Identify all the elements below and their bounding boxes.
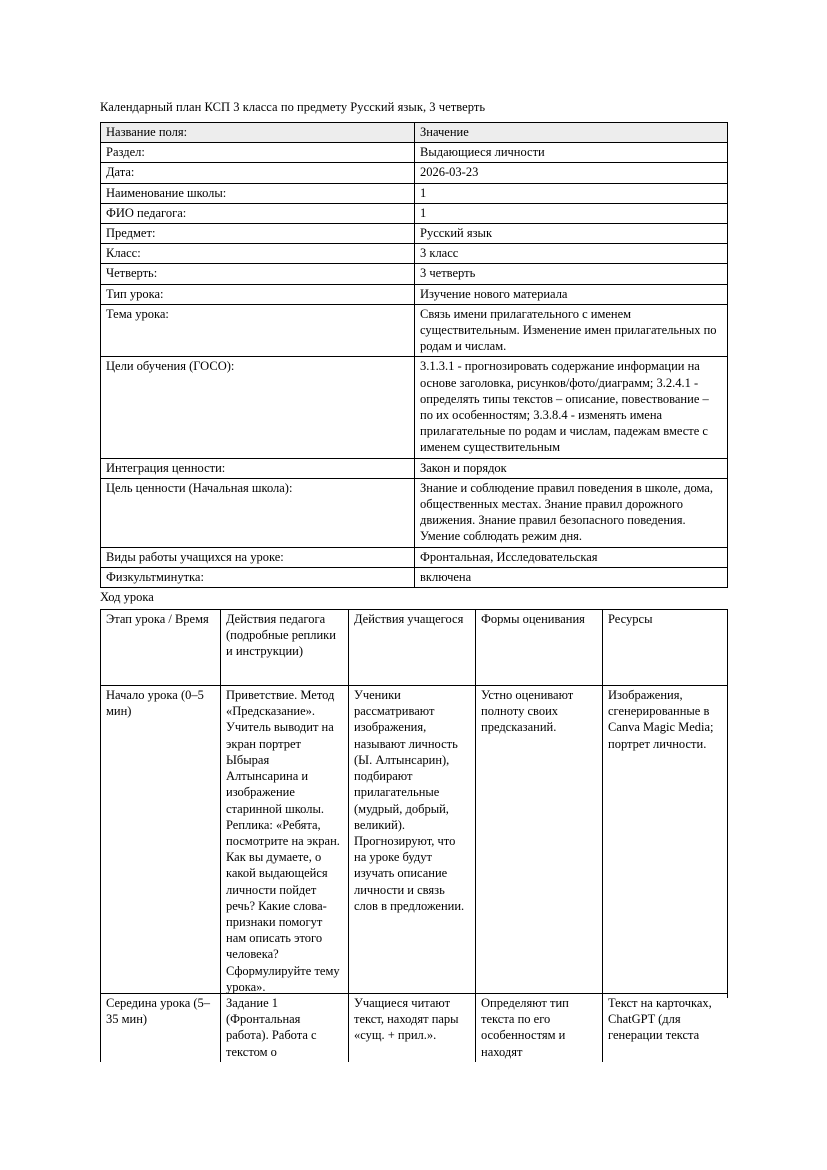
table-row <box>101 183 728 203</box>
table-row <box>101 304 728 357</box>
header-cell-field: Название поля: <box>101 123 415 143</box>
header-cell-resources: Ресурсы <box>603 610 728 686</box>
flow-teacher-actions: Задание 1 (Фронтальная работа). Работа с текстом о <box>221 994 349 1062</box>
table-row <box>101 224 728 244</box>
meta-field-label: Цели обучения (ГОСО): <box>101 357 415 458</box>
header-cell-stage: Этап урока / Время <box>101 610 221 686</box>
meta-field-value: 3.1.3.1 - прогнозировать содержание информации на основе заголовка, рисунков/фото/диаграмм; 3.2.4.1 - определять типы текстов – описание, повествование – по их особенностям; 3.3.8.4 - изменять имена прилагательные по родам и числам, падежам вместе с именем существительным <box>415 357 728 458</box>
table-row <box>101 994 728 1062</box>
table-row <box>101 264 728 284</box>
table-row <box>101 547 728 567</box>
table-header-row <box>101 610 728 686</box>
flow-student-actions: Учащиеся читают текст, находят пары «сущ. + прил.». <box>349 994 476 1062</box>
meta-field-label: Четверть: <box>101 264 415 284</box>
header-cell-student-actions: Действия учащегося <box>349 610 476 686</box>
page-title: Календарный план КСП 3 класса по предмету Русский язык, 3 четверть <box>100 100 486 114</box>
flow-assessment: Определяют тип текста по его особенностям и находят <box>476 994 603 1062</box>
table-row <box>101 686 728 998</box>
page-bottom-clipped-row <box>100 993 727 1070</box>
flow-stage: Начало урока (0–5 мин) <box>101 686 221 998</box>
table-header-row <box>101 123 728 143</box>
meta-field-value: Русский язык <box>415 224 728 244</box>
flow-assessment: Устно оценивают полноту своих предсказаний. <box>476 686 603 998</box>
flow-resources: Текст на карточках, ChatGPT (для генерации текста <box>603 994 728 1062</box>
meta-field-label: Цель ценности (Начальная школа): <box>101 478 415 547</box>
header-cell-value: Значение <box>415 123 728 143</box>
meta-field-label: Тема урока: <box>101 304 415 357</box>
meta-field-label: Предмет: <box>101 224 415 244</box>
meta-field-value: Закон и порядок <box>415 458 728 478</box>
meta-field-value: Фронтальная, Исследовательская <box>415 547 728 567</box>
lesson-flow-caption: Ход урока <box>100 590 154 605</box>
flow-stage: Середина урока (5–35 мин) <box>101 994 221 1062</box>
meta-field-value: Выдающиеся личности <box>415 143 728 163</box>
meta-field-label: Класс: <box>101 244 415 264</box>
meta-field-value: 1 <box>415 183 728 203</box>
header-cell-teacher-actions: Действия педагога (подробные реплики и инструкции) <box>221 610 349 686</box>
flow-student-actions: Ученики рассматривают изображения, называют личность (Ы. Алтынсарин), подбирают прилагательные (мудрый, добрый, великий). Прогнозируют, что на уроке будут изучать описание личности и связь слов в предложении. <box>349 686 476 998</box>
meta-field-value: включена <box>415 567 728 587</box>
flow-teacher-actions: Приветствие. Метод «Предсказание». Учитель выводит на экран портрет Ыбырая Алтынсарина и изображение старинной школы. Реплика: «Ребята, посмотрите на экран. Как вы думаете, о какой выдающейся личности пойдет речь? Какие слова-признаки помогут нам описать этого человека? Сформулируйте тему урока». <box>221 686 349 998</box>
meta-field-label: Дата: <box>101 163 415 183</box>
header-cell-assessment: Формы оценивания <box>476 610 603 686</box>
meta-field-label: Раздел: <box>101 143 415 163</box>
flow-resources: Изображения, сгенерированные в Canva Magic Media; портрет личности. <box>603 686 728 998</box>
meta-field-label: Тип урока: <box>101 284 415 304</box>
table-row <box>101 244 728 264</box>
table-row <box>101 203 728 223</box>
meta-field-value: Изучение нового материала <box>415 284 728 304</box>
table-row <box>101 478 728 547</box>
table-row <box>101 458 728 478</box>
meta-field-value: 2026-03-23 <box>415 163 728 183</box>
meta-field-value: 3 класс <box>415 244 728 264</box>
table-row <box>101 284 728 304</box>
meta-field-label: Наименование школы: <box>101 183 415 203</box>
table-row <box>101 163 728 183</box>
meta-field-value: 1 <box>415 203 728 223</box>
table-row <box>101 143 728 163</box>
table-row <box>101 357 728 458</box>
lesson-meta-table <box>100 122 728 588</box>
lesson-flow-table <box>100 609 728 998</box>
meta-field-value: Знание и соблюдение правил поведения в школе, дома, общественных местах. Знание правил дорожного движения. Знание правил безопасного поведения. Умение соблюдать режим дня. <box>415 478 728 547</box>
table-row <box>101 567 728 587</box>
meta-field-value: 3 четверть <box>415 264 728 284</box>
lesson-flow-table-continued <box>100 993 727 1062</box>
meta-field-label: Интеграция ценности: <box>101 458 415 478</box>
meta-field-label: Физкультминутка: <box>101 567 415 587</box>
meta-field-label: ФИО педагога: <box>101 203 415 223</box>
meta-field-label: Виды работы учащихся на уроке: <box>101 547 415 567</box>
meta-field-value: Связь имени прилагательного с именем существительным. Изменение имен прилагательных по родам и числам. <box>415 304 728 357</box>
